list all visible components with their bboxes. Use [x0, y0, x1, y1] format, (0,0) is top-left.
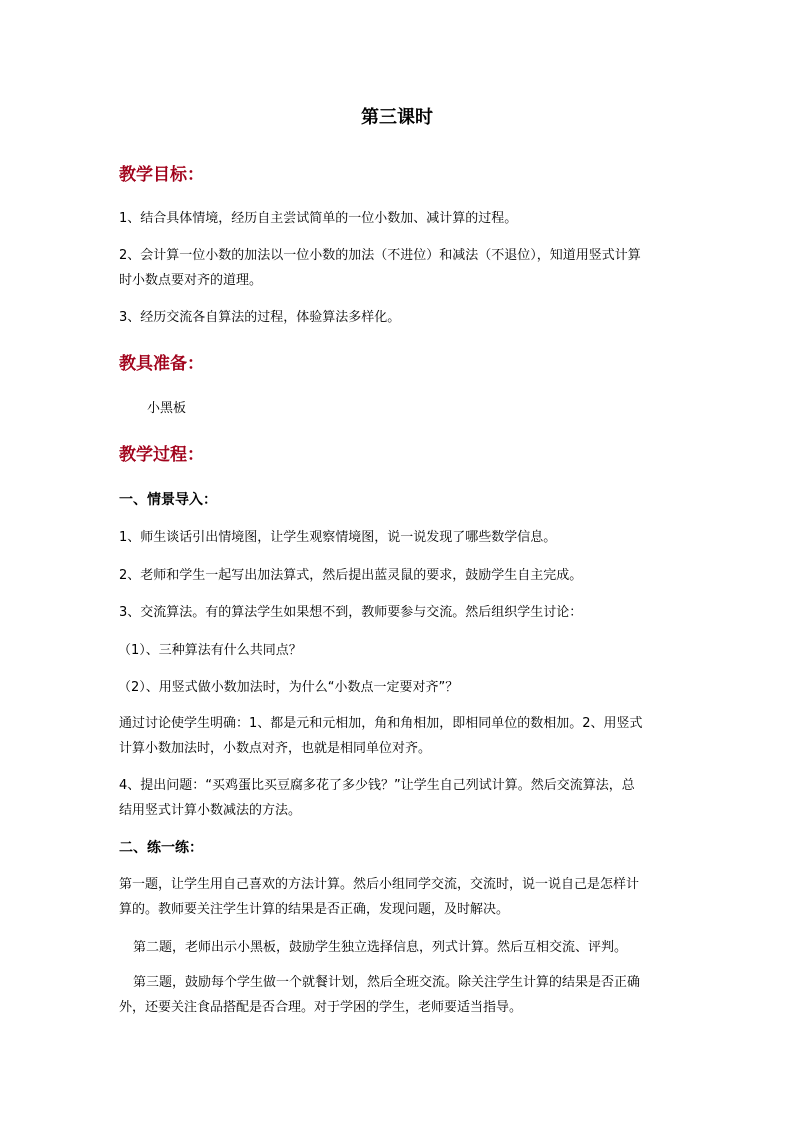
process-line: （2）、用竖式做小数加法时，为什么“小数点一定要对齐”？: [118, 680, 459, 695]
part1-heading: 一、情景导入：: [119, 492, 217, 508]
part2-heading: 二、练一练：: [119, 840, 203, 856]
objective-line: 3、经历交流各自算法的过程，体验算法多样化。: [119, 310, 401, 325]
process-line: 4、提出问题：“买鸡蛋比买豆腐多花了多少钱？”让学生自己列试计算。然后交流算法，总: [119, 778, 635, 793]
objective-item-2: [119, 243, 675, 293]
objective-line: 1、结合具体情境，经历自主尝试简单的一位小数加、减计算的过程。: [119, 211, 518, 226]
part1-item-2: [119, 563, 675, 588]
objective-item-1: [119, 206, 675, 231]
part1-question-2: [118, 675, 674, 700]
part1-question-1: [118, 638, 674, 663]
materials-item: [147, 396, 703, 421]
part1-item-4: [119, 773, 675, 823]
process-line: 结用竖式计算小数减法的方法。: [119, 803, 302, 818]
objective-line: 2、会计算一位小数的加法以一位小数的加法（不进位）和减法（不退位），知道用竖式计算: [119, 248, 641, 263]
exercise-line: 算的。教师要关注学生计算的结果是否正确，发现问题，及时解决。: [119, 902, 510, 917]
process-line: 计算小数加法时，小数点对齐，也就是相同单位对齐。: [119, 741, 432, 756]
materials-heading: 教具准备：: [119, 354, 204, 374]
process-line: 3、交流算法。有的算法学生如果想不到，教师要参与交流。然后组织学生讨论：: [119, 605, 583, 620]
page-title: 第三课时: [361, 107, 433, 128]
process-line: 通过讨论使学生明确：1、都是元和元相加，角和角相加，即相同单位的数相加。2、用竖式: [119, 716, 643, 731]
exercise-line: 第三题，鼓励每个学生做一个就餐计划，然后全班交流。除关注学生计算的结果是否正确: [133, 975, 641, 990]
exercise-1: [119, 872, 675, 922]
exercise-3: [119, 970, 675, 1020]
objective-item-3: [119, 305, 675, 330]
objectives-heading: 教学目标：: [119, 165, 204, 185]
process-line: 2、老师和学生一起写出加法算式，然后提出蓝灵鼠的要求，鼓励学生自主完成。: [119, 568, 583, 583]
part1-discussion: [119, 711, 675, 761]
exercise-line: 第一题，让学生用自己喜欢的方法计算。然后小组同学交流，交流时，说一说自己是怎样计: [119, 877, 640, 892]
materials-line: 小黑板: [147, 401, 187, 416]
process-line: 1、师生谈话引出情境图，让学生观察情境图，说一说发现了哪些数学信息。: [119, 530, 557, 545]
exercise-line: 第二题，老师出示小黑板，鼓励学生独立选择信息，列式计算。然后互相交流、评判。: [133, 940, 628, 955]
process-heading: 教学过程：: [119, 445, 204, 465]
exercise-line: 外，还要关注食品搭配是否合理。对于学困的学生，老师要适当指导。: [119, 1000, 523, 1015]
part1-item-3: [119, 600, 675, 625]
process-line: （1）、三种算法有什么共同点？: [118, 643, 302, 658]
part1-item-1: [119, 525, 675, 550]
objective-line: 时小数点要对齐的道理。: [119, 273, 263, 288]
exercise-2: [133, 935, 689, 960]
